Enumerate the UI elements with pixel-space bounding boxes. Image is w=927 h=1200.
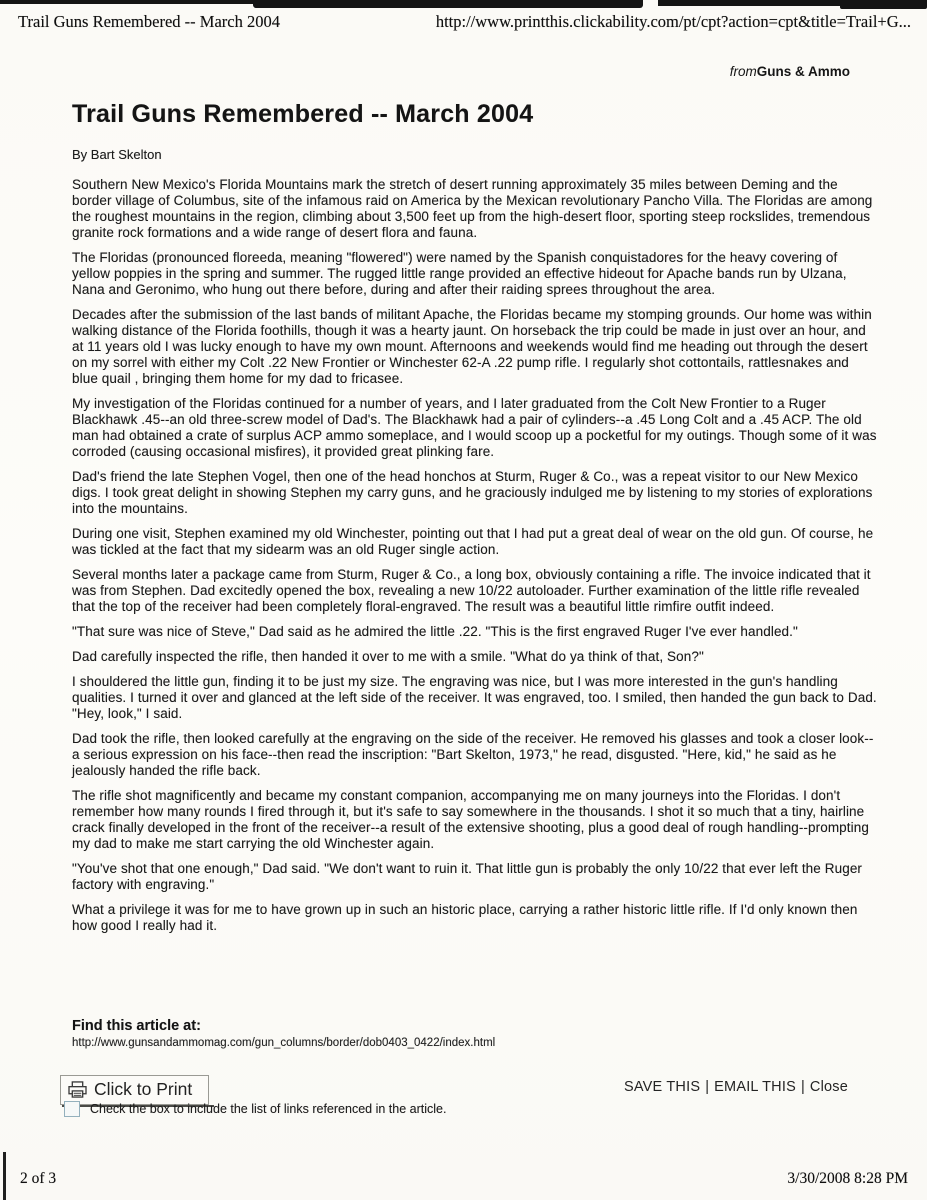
print-header-title: Trail Guns Remembered -- March 2004	[18, 12, 280, 31]
article-paragraph: Decades after the submission of the last bands of militant Apache, the Floridas became my stomping grounds. Our home was within walking distance of the Florida foothills, though it was a hearty jaunt. On horseback the trip could be made in just over an hour, and at 11 years old I was lucky enough to have my own mount. Afternoons and weekends would find me heading out through the desert on my sorrel with either my Colt .22 New Frontier or Winchester 62-A .22 pump rifle. I regularly shot cottontails, rattlesnakes and blue quail , bringing them home for my dad to fricasee.	[72, 307, 872, 386]
page-number: 2 of 3	[20, 1170, 57, 1187]
print-header	[18, 12, 911, 32]
source-attribution	[730, 64, 850, 79]
tools-separator: |	[800, 1079, 805, 1095]
article-paragraph: I shouldered the little gun, finding it to be just my size. The engraving was nice, but I was more interested in the gun's handling qualities. I turned it over and glanced at the left side of the receiver. It was engraved, too. I smiled, then handed the gun back to Dad. "Hey, look," I said.	[72, 674, 877, 721]
source-prefix: from	[729, 64, 757, 79]
article	[72, 100, 878, 943]
article-paragraph: What a privilege it was for me to have grown up in such an historic place, carrying a rather historic little rifle. If I'd only known then how good I really had it.	[72, 902, 858, 933]
click-to-print-label: Click to Print	[94, 1079, 193, 1099]
article-body	[72, 177, 878, 934]
find-article-section	[72, 1018, 495, 1049]
article-paragraph: "That sure was nice of Steve," Dad said as he admired the little .22. "This is the first engraved Ruger I've ever handled."	[72, 624, 798, 639]
article-title: Trail Guns Remembered -- March 2004	[72, 100, 534, 128]
tools-separator: |	[705, 1079, 710, 1095]
scan-artifact-top-strip	[253, 0, 643, 8]
article-paragraph: Several months later a package came from Sturm, Ruger & Co., a long box, obviously containing a rifle. The invoice indicated that it was from Stephen. Dad excitedly opened the box, revealing a new 10/22 autoloader. Further examination of the little rifle revealed that the top of the receiver had been completely floral-engraved. The result was a beautiful little rimfire outfit indeed.	[72, 567, 871, 614]
article-paragraph: Dad's friend the late Stephen Vogel, then one of the head honchos at Sturm, Ruger & Co., was a repeat visitor to our New Mexico digs. I took great delight in showing Stephen my carry guns, and he graciously indulged me by listening to my stories of explorations into the mountains.	[72, 469, 873, 516]
save-this-link[interactable]: SAVE THIS	[623, 1079, 701, 1095]
print-timestamp: 3/30/2008 8:28 PM	[787, 1170, 908, 1187]
find-article-url[interactable]: http://www.gunsandammomag.com/gun_columns/border/dob0403_0422/index.html	[72, 1037, 496, 1049]
article-paragraph: My investigation of the Floridas continued for a number of years, and I later graduated from the Colt New Frontier to a Ruger Blackhawk .45--an old three-screw model of Dad's. The Blackhawk had a pair of cylinders--a .45 Long Colt and a .45 ACP. The old man had obtained a crate of surplus ACP ammo someplace, and I would scoop up a pocketful for my outings. Though some of it was corroded (causing occasional misfires), it provided great plinking fare.	[72, 396, 877, 459]
close-link[interactable]: Close	[809, 1079, 848, 1095]
printer-icon	[68, 1081, 87, 1098]
source-name: Guns & Ammo	[756, 64, 850, 79]
include-links-checkbox[interactable]	[64, 1101, 80, 1117]
include-links-label: Check the box to include the list of links referenced in the article.	[90, 1102, 447, 1116]
find-article-label: Find this article at:	[72, 1018, 201, 1034]
article-paragraph: During one visit, Stephen examined my old Winchester, pointing out that I had put a great deal of wear on the old gun. Of course, he was tickled at the fact that my sidearm was an old Ruger single action.	[72, 526, 874, 557]
article-paragraph: Southern New Mexico's Florida Mountains mark the stretch of desert running approximately 35 miles between Deming and the border village of Columbus, site of the infamous raid on America by the Mexican revolutionary Pancho Villa. The Floridas are among the roughest mountains in the region, climbing about 3,500 feet up from the high-desert floor, sporting steep rockslides, tremendous granite rock formations and a wide range of desert flora and fauna.	[72, 177, 873, 240]
scan-artifact-top-strip	[840, 0, 927, 9]
article-paragraph: Dad took the rifle, then looked carefully at the engraving on the side of the receiver. He removed his glasses and took a closer look--a serious expression on his face--then read the inscription: "Bart Skelton, 1973," he read, disgusted. "Here, kid," he said as he jealously handed the rifle back.	[72, 731, 874, 778]
print-header-url: http://www.printthis.clickability.com/pt/cpt?action=cpt&title=Trail+G...	[435, 12, 911, 31]
article-paragraph: The rifle shot magnificently and became my constant companion, accompanying me on many journeys into the Floridas. I don't remember how many rounds I fired through it, but it's safe to say somewhere in the thousands. I shot it so much that a tiny, hairline crack finally developed in the front of the receiver--a result of the extensive shooting, plus a good deal of rough handling--prompting my dad to make me start carrying the old Winchester again.	[72, 788, 869, 851]
include-links-option	[64, 1101, 446, 1117]
article-paragraph: "You've shot that one enough," Dad said. "We don't want to ruin it. That little gun is probably the only 10/22 that ever left the Ruger factory with engraving."	[72, 861, 863, 892]
print-footer	[20, 1170, 908, 1188]
article-paragraph: Dad carefully inspected the rifle, then handed it over to me with a smile. "What do ya think of that, Son?"	[72, 649, 704, 664]
scan-artifact-edge-line	[3, 1152, 6, 1200]
article-byline: By Bart Skelton	[72, 147, 162, 162]
article-tools	[624, 1079, 848, 1095]
article-paragraph: The Floridas (pronounced floreeda, meaning "flowered") were named by the Spanish conquistadores for the heavy covering of yellow poppies in the spring and summer. The rugged little range provided an effective hideout for Apache bands run by Ulzana, Nana and Geronimo, who hung out there before, during and after their raiding sprees throughout the area.	[72, 250, 847, 297]
email-this-link[interactable]: EMAIL THIS	[714, 1079, 796, 1095]
